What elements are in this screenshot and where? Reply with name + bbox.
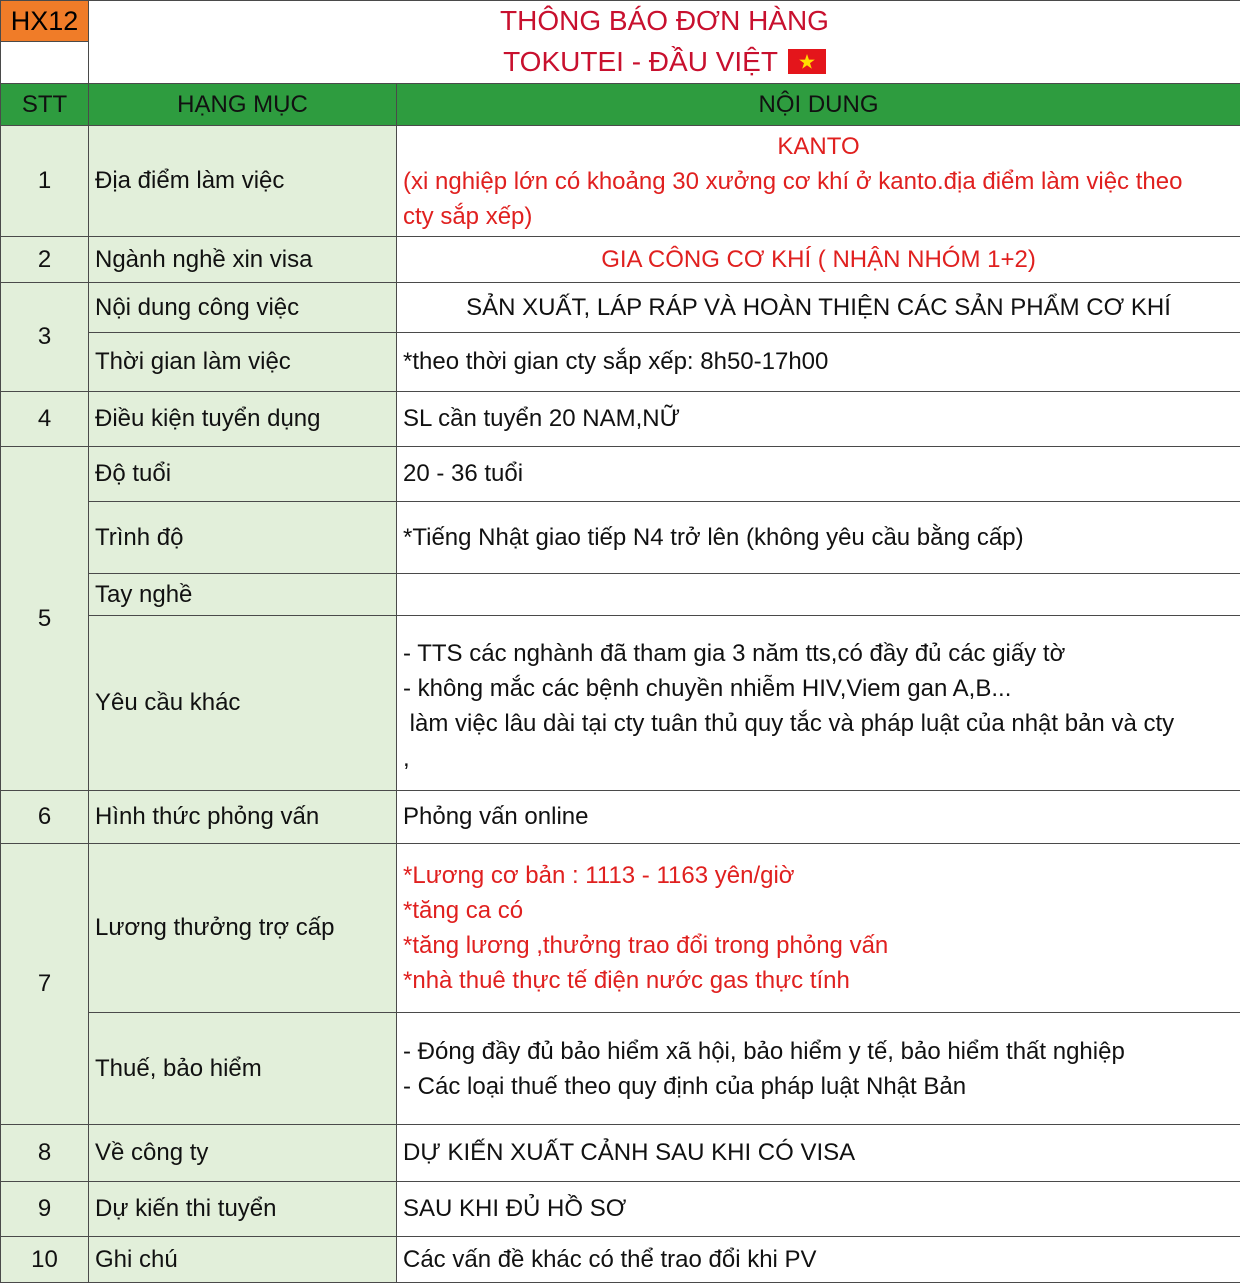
row-number: 8 <box>1 1125 89 1182</box>
table-row <box>1 126 1240 237</box>
content-line: - Các loại thuế theo quy định của pháp luật Nhật Bản <box>403 1069 1234 1104</box>
row-content <box>397 126 1240 237</box>
row-number: 5 <box>1 447 89 791</box>
title-row-2 <box>1 42 1240 84</box>
order-code: HX12 <box>1 1 89 42</box>
row-number: 2 <box>1 237 89 283</box>
table-row <box>1 502 1240 574</box>
row-content: *theo thời gian cty sắp xếp: 8h50-17h00 <box>397 333 1240 392</box>
content-line: *Lương cơ bản : 1113 - 1163 yên/giờ <box>403 858 1234 893</box>
row-content: Phỏng vấn online <box>397 791 1240 844</box>
row-content <box>397 616 1240 791</box>
table-row <box>1 283 1240 333</box>
vietnam-flag-icon <box>788 49 826 74</box>
row-content: *Tiếng Nhật giao tiếp N4 trở lên (không yêu cầu bằng cấp) <box>397 502 1240 574</box>
content-line: KANTO <box>403 129 1234 164</box>
table-row <box>1 237 1240 283</box>
content-line: (xi nghiệp lớn có khoảng 30 xưởng cơ khí ở kanto.địa điểm làm việc theo <box>403 164 1234 199</box>
table-row <box>1 1125 1240 1182</box>
row-category: Nội dung công việc <box>89 283 397 333</box>
title-spacer <box>1 42 89 84</box>
table-row <box>1 333 1240 392</box>
page-subtitle <box>89 42 1240 84</box>
content-line: làm việc lâu dài tại cty tuân thủ quy tắc và pháp luật của nhật bản và cty <box>403 706 1234 741</box>
title-row-1 <box>1 1 1240 42</box>
row-content: DỰ KIẾN XUẤT CẢNH SAU KHI CÓ VISA <box>397 1125 1240 1182</box>
table-row <box>1 447 1240 502</box>
row-content <box>397 844 1240 1013</box>
row-category: Về công ty <box>89 1125 397 1182</box>
row-number: 10 <box>1 1237 89 1283</box>
content-line: - TTS các nghành đã tham gia 3 năm tts,có đầy đủ các giấy tờ <box>403 636 1234 671</box>
content-line: , <box>403 741 1234 776</box>
table-row <box>1 1013 1240 1125</box>
table-row <box>1 616 1240 791</box>
content-line: *nhà thuê thực tế điện nước gas thực tính <box>403 963 1234 998</box>
table-row <box>1 1182 1240 1237</box>
table-row <box>1 791 1240 844</box>
page-title <box>89 1 1240 42</box>
row-category: Địa điểm làm việc <box>89 126 397 237</box>
row-category: Điều kiện tuyển dụng <box>89 392 397 447</box>
col-content-header: NỘI DUNG <box>397 84 1240 126</box>
row-number: 6 <box>1 791 89 844</box>
row-content <box>397 574 1240 616</box>
row-category: Ngành nghề xin visa <box>89 237 397 283</box>
row-number: 1 <box>1 126 89 237</box>
table-row <box>1 844 1240 1013</box>
table-row <box>1 1237 1240 1283</box>
row-category: Độ tuổi <box>89 447 397 502</box>
row-content: GIA CÔNG CƠ KHÍ ( NHẬN NHÓM 1+2) <box>397 237 1240 283</box>
row-number: 3 <box>1 283 89 392</box>
row-content: SAU KHI ĐỦ HỒ SƠ <box>397 1182 1240 1237</box>
row-category: Thuế, bảo hiểm <box>89 1013 397 1125</box>
content-line: cty sắp xếp) <box>403 199 1234 234</box>
row-category: Ghi chú <box>89 1237 397 1283</box>
row-content: SL cần tuyển 20 NAM,NỮ <box>397 392 1240 447</box>
table-row <box>1 392 1240 447</box>
content-line: *tăng ca có <box>403 893 1234 928</box>
col-category-header: HẠNG MỤC <box>89 84 397 126</box>
row-category: Dự kiến thi tuyển <box>89 1182 397 1237</box>
row-category: Lương thưởng trợ cấp <box>89 844 397 1013</box>
row-category: Yêu cầu khác <box>89 616 397 791</box>
content-line: - Đóng đầy đủ bảo hiểm xã hội, bảo hiểm y tế, bảo hiểm thất nghiệp <box>403 1034 1234 1069</box>
content-line: *tăng lương ,thưởng trao đổi trong phỏng vấn <box>403 928 1234 963</box>
row-category: Hình thức phỏng vấn <box>89 791 397 844</box>
row-category: Thời gian làm việc <box>89 333 397 392</box>
row-number: 4 <box>1 392 89 447</box>
row-content: Các vấn đề khác có thể trao đổi khi PV <box>397 1237 1240 1283</box>
table-row <box>1 574 1240 616</box>
column-header-row <box>1 84 1240 126</box>
title-line-1: THÔNG BÁO ĐƠN HÀNG <box>500 5 829 36</box>
row-content: 20 - 36 tuổi <box>397 447 1240 502</box>
title-line-2: TOKUTEI - ĐẦU VIỆT <box>503 46 778 77</box>
row-number: 7 <box>1 844 89 1125</box>
col-stt-header: STT <box>1 84 89 126</box>
content-line: - không mắc các bệnh chuyền nhiễm HIV,Viem gan A,B... <box>403 671 1234 706</box>
row-category: Trình độ <box>89 502 397 574</box>
row-content: SẢN XUẤT, LÁP RÁP VÀ HOÀN THIỆN CÁC SẢN PHẨM CƠ KHÍ <box>397 283 1240 333</box>
row-category: Tay nghề <box>89 574 397 616</box>
row-content <box>397 1013 1240 1125</box>
row-number: 9 <box>1 1182 89 1237</box>
